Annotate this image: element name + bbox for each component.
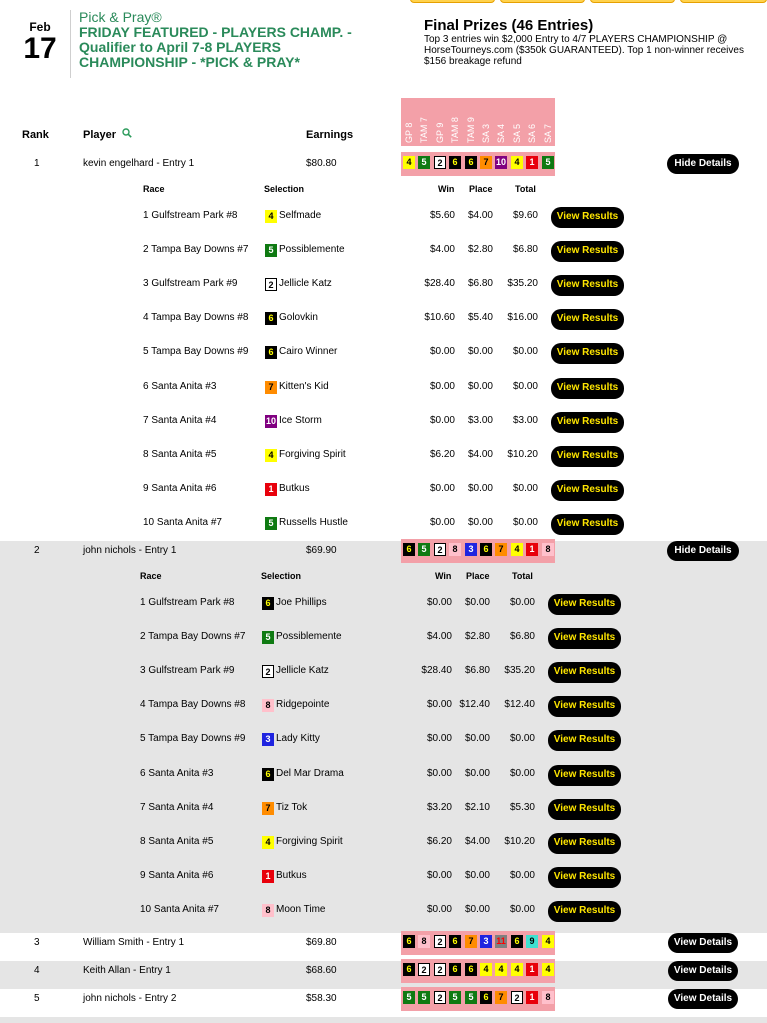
saddle-badge: 6 (262, 597, 274, 610)
race-name: 8 Santa Anita #5 (140, 835, 214, 847)
saddle-badge: 11 (496, 936, 506, 946)
race-name: 4 Tampa Bay Downs #8 (143, 312, 249, 324)
race-row (0, 377, 767, 401)
saddle-badge: 7 (262, 802, 274, 815)
saddle-badge: 4 (542, 963, 554, 976)
horse-name: Forgiving Spirit (279, 448, 346, 460)
saddle-badge: 4 (511, 543, 523, 556)
saddle-badge: 5 (403, 991, 415, 1004)
view-results-button[interactable]: View Results (548, 730, 621, 751)
place-amount: $0.00 (464, 903, 490, 915)
saddle-badge: 6 (403, 935, 415, 948)
track-label: SA 5 (511, 123, 522, 143)
race-row (0, 342, 767, 366)
saddle-badge: 1 (526, 543, 538, 556)
saddle-badge: 4 (511, 156, 523, 169)
win-amount: $0.00 (429, 482, 455, 494)
total-amount: $12.40 (504, 699, 535, 711)
race-row (0, 661, 767, 685)
track-column (478, 98, 493, 146)
track-label: GP 8 (404, 122, 414, 143)
place-amount: $2.80 (467, 244, 493, 256)
entry-row (0, 1017, 767, 1023)
race-header: Race (143, 184, 165, 194)
view-results-button[interactable]: View Results (548, 833, 621, 854)
race-row (0, 729, 767, 753)
top-tab[interactable] (500, 0, 585, 3)
win-amount: $0.00 (426, 733, 452, 745)
win-amount: $4.00 (429, 244, 455, 256)
race-name: 5 Tampa Bay Downs #9 (140, 733, 246, 745)
place-header: Place (466, 571, 490, 581)
track-label: GP 9 (434, 122, 445, 143)
horse-name: Jellicle Katz (279, 278, 332, 290)
saddle-badge: 4 (403, 156, 415, 169)
prizes-text: Top 3 entries win $2,000 Entry to 4/7 PLAYERS CHAMPIONSHIP @ HorseTourneys.com ($350k GUARANTEED). Top 1 non-winner receives $156 breakage refund (424, 34, 744, 67)
saddle-badge: 5 (262, 631, 274, 644)
race-name: 2 Tampa Bay Downs #7 (140, 631, 246, 643)
view-results-button[interactable]: View Results (548, 799, 621, 820)
track-column (524, 98, 539, 146)
saddle-badge: 7 (265, 381, 277, 394)
total-amount: $35.20 (504, 665, 535, 677)
horse-name: Moon Time (276, 903, 326, 915)
total-amount: $3.00 (512, 414, 538, 426)
race-row (0, 798, 767, 822)
horse-name: Russells Hustle (279, 516, 348, 528)
top-tab[interactable] (680, 0, 767, 3)
total-amount: $5.30 (509, 801, 535, 813)
race-row (0, 445, 767, 469)
entry-row (0, 961, 767, 989)
saddle-badge: 9 (526, 935, 538, 948)
race-name: 1 Gulfstream Park #8 (143, 210, 238, 221)
saddle-badge: 6 (480, 991, 492, 1004)
track-label: SA 7 (542, 123, 553, 143)
date-day: 17 (23, 32, 57, 65)
race-row (0, 866, 767, 890)
entry-player: Keith Allan - Entry 1 (83, 965, 171, 976)
entry-picks (401, 152, 555, 176)
win-amount: $0.00 (426, 903, 452, 915)
track-column (432, 98, 447, 146)
entry-player: john nichols - Entry 2 (83, 993, 177, 1004)
saddle-badge: 6 (480, 543, 492, 556)
race-row (0, 479, 767, 503)
track-column (416, 98, 431, 146)
saddle-badge: 3 (262, 733, 274, 746)
hide-details-button[interactable]: Hide Details (667, 154, 739, 174)
tournament-title-block (70, 10, 390, 78)
race-name: 3 Gulfstream Park #9 (140, 665, 235, 677)
win-amount: $0.00 (426, 699, 452, 711)
saddle-badge: 6 (465, 963, 477, 976)
race-name: 6 Santa Anita #3 (140, 767, 214, 779)
total-amount: $0.00 (509, 903, 535, 915)
place-amount: $0.00 (464, 597, 490, 608)
saddle-badge: 8 (542, 991, 554, 1004)
entry-summary (0, 933, 767, 953)
saddle-badge: 2 (418, 963, 430, 976)
race-row (0, 206, 767, 230)
total-amount: $0.00 (509, 869, 535, 881)
top-tabs (410, 0, 767, 3)
tournament-header (0, 10, 767, 80)
win-header: Win (438, 184, 455, 194)
prizes-block (424, 17, 754, 67)
track-column (401, 98, 416, 146)
saddle-badge: 6 (403, 543, 415, 556)
view-details-button[interactable]: View Details (668, 961, 738, 981)
saddle-badge: 4 (265, 210, 277, 223)
entry-rank: 3 (34, 937, 40, 948)
horse-name: Jellicle Katz (276, 665, 329, 677)
view-results-button[interactable]: View Results (548, 765, 621, 786)
view-results-button[interactable]: View Results (551, 343, 624, 364)
win-amount: $0.00 (429, 414, 455, 426)
place-amount: $4.00 (467, 448, 493, 460)
entry-earnings: $80.80 (306, 158, 337, 169)
place-amount: $0.00 (467, 380, 493, 392)
saddle-badge: 10 (265, 415, 276, 426)
win-amount: $6.20 (429, 448, 455, 460)
horse-name: Joe Phillips (276, 597, 327, 608)
saddle-badge: 7 (480, 156, 492, 169)
saddle-badge: 2 (434, 935, 446, 948)
horse-name: Lady Kitty (276, 733, 320, 745)
place-amount: $5.40 (467, 312, 493, 324)
total-amount: $35.20 (507, 278, 538, 290)
win-amount: $0.00 (429, 346, 455, 358)
saddle-badge: 8 (262, 699, 274, 712)
horse-name: Possiblemente (276, 631, 342, 643)
search-icon[interactable] (122, 128, 132, 138)
entry-picks (401, 959, 555, 983)
track-column (509, 98, 524, 146)
entry-summary (0, 154, 767, 174)
place-amount: $4.00 (464, 835, 490, 847)
entry-rank: 1 (34, 158, 40, 169)
view-results-button[interactable]: View Results (551, 446, 624, 467)
win-amount: $10.60 (424, 312, 455, 324)
entry-row (0, 989, 767, 1017)
place-amount: $0.00 (464, 869, 490, 881)
total-amount: $0.00 (509, 733, 535, 745)
track-label: SA 3 (481, 123, 491, 143)
total-amount: $10.20 (507, 448, 538, 460)
game-brand: Pick & Pray® (79, 9, 162, 25)
total-header: Total (512, 571, 533, 581)
place-amount: $4.00 (467, 210, 493, 221)
entry-summary (0, 961, 767, 981)
entry-rank: 4 (34, 965, 40, 976)
saddle-badge: 6 (262, 768, 274, 781)
race-name: 9 Santa Anita #6 (140, 869, 214, 881)
race-name: 5 Tampa Bay Downs #9 (143, 346, 249, 358)
view-results-button[interactable]: View Results (551, 241, 624, 262)
race-name: 9 Santa Anita #6 (143, 482, 217, 494)
place-header: Place (469, 184, 493, 194)
total-amount: $0.00 (509, 597, 535, 608)
place-amount: $6.80 (467, 278, 493, 290)
track-label: SA 4 (496, 123, 507, 143)
entry-earnings: $68.60 (306, 965, 337, 976)
saddle-badge: 2 (434, 963, 446, 976)
saddle-badge: 5 (418, 543, 430, 556)
race-row (0, 308, 767, 332)
saddle-badge: 1 (526, 991, 538, 1004)
saddle-badge: 2 (262, 665, 274, 678)
track-header (401, 98, 555, 146)
race-name: 7 Santa Anita #4 (140, 801, 214, 813)
rank-header: Rank (22, 129, 49, 141)
total-amount: $0.00 (512, 380, 538, 392)
race-name: 10 Santa Anita #7 (143, 516, 222, 528)
view-results-button[interactable]: View Results (548, 867, 621, 888)
entry-row (0, 541, 767, 933)
win-amount: $28.40 (424, 278, 455, 290)
prizes-title: Final Prizes (46 Entries) (424, 17, 594, 34)
total-amount: $6.80 (512, 244, 538, 256)
view-details-button[interactable]: View Details (668, 933, 738, 953)
place-amount: $2.10 (464, 801, 490, 813)
date-month: Feb (29, 20, 51, 34)
saddle-badge: 6 (265, 312, 277, 325)
total-amount: $9.60 (512, 210, 538, 221)
horse-name: Kitten's Kid (279, 380, 329, 392)
saddle-badge: 7 (495, 543, 507, 556)
saddle-badge: 5 (265, 244, 277, 257)
view-results-button[interactable]: View Results (551, 378, 624, 399)
saddle-badge: 6 (511, 935, 523, 948)
saddle-badge: 8 (542, 543, 554, 556)
race-row (0, 513, 767, 537)
entry-picks (401, 987, 555, 1011)
top-tab[interactable] (590, 0, 675, 3)
selection-header: Selection (261, 571, 302, 581)
race-name: 2 Tampa Bay Downs #7 (143, 244, 249, 256)
view-results-button[interactable]: View Results (551, 412, 624, 433)
win-amount: $6.20 (426, 835, 452, 847)
track-column (447, 98, 462, 146)
horse-name: Del Mar Drama (276, 767, 344, 779)
race-row (0, 832, 767, 856)
view-results-button[interactable]: View Results (551, 514, 624, 535)
saddle-badge: 1 (262, 870, 274, 883)
saddle-badge: 8 (262, 904, 274, 917)
saddle-badge: 10 (495, 157, 506, 167)
saddle-badge: 4 (511, 963, 523, 976)
saddle-badge: 4 (542, 935, 554, 948)
total-amount: $0.00 (512, 346, 538, 358)
view-results-button[interactable]: View Results (548, 594, 621, 615)
place-amount: $0.00 (467, 346, 493, 358)
entry-row (0, 154, 767, 541)
saddle-badge: 1 (526, 156, 538, 169)
win-amount: $4.00 (426, 631, 452, 643)
saddle-badge: 5 (542, 156, 554, 169)
saddle-badge: 4 (262, 836, 274, 849)
top-tab[interactable] (410, 0, 495, 3)
entry-player: William Smith - Entry 1 (83, 937, 185, 948)
horse-name: Ridgepointe (276, 699, 330, 711)
track-label: TAM 8 (450, 117, 461, 143)
entry-player: kevin engelhard - Entry 1 (83, 158, 195, 169)
view-results-button[interactable]: View Results (551, 309, 624, 330)
view-results-button[interactable]: View Results (548, 628, 621, 649)
win-amount: $3.20 (426, 801, 452, 813)
horse-name: Selfmade (279, 210, 322, 221)
total-amount: $0.00 (512, 516, 538, 528)
total-amount: $10.20 (504, 835, 535, 847)
date-badge (20, 20, 60, 64)
race-name: 3 Gulfstream Park #9 (143, 278, 238, 290)
total-amount: $0.00 (512, 482, 538, 494)
saddle-badge: 6 (403, 963, 415, 976)
win-amount: $5.60 (429, 210, 455, 221)
win-amount: $0.00 (426, 869, 452, 881)
horse-name: Tiz Tok (276, 801, 308, 813)
saddle-badge: 8 (449, 543, 461, 556)
place-amount: $0.00 (467, 516, 493, 528)
selection-header: Selection (264, 184, 305, 194)
place-amount: $0.00 (467, 482, 493, 494)
race-row (0, 695, 767, 719)
saddle-badge: 2 (265, 278, 277, 291)
saddle-badge: 6 (265, 346, 277, 359)
entry-summary (0, 989, 767, 1009)
race-row (0, 900, 767, 924)
entry-earnings: $58.30 (306, 993, 337, 1004)
saddle-badge: 4 (265, 449, 277, 462)
earnings-header: Earnings (306, 129, 354, 141)
place-amount: $6.80 (464, 665, 490, 677)
saddle-badge: 5 (449, 991, 461, 1004)
saddle-badge: 7 (495, 991, 507, 1004)
place-amount: $2.80 (464, 631, 490, 643)
saddle-badge: 7 (465, 935, 477, 948)
place-amount: $12.40 (459, 699, 490, 711)
win-amount: $0.00 (429, 380, 455, 392)
race-name: 6 Santa Anita #3 (143, 380, 217, 392)
view-results-button[interactable]: View Results (548, 696, 621, 717)
total-amount: $6.80 (509, 631, 535, 643)
entry-player: john nichols - Entry 1 (83, 545, 177, 556)
saddle-badge: 3 (465, 543, 477, 556)
total-amount: $16.00 (507, 312, 538, 324)
saddle-badge: 5 (465, 991, 477, 1004)
entry-rank: 5 (34, 993, 40, 1004)
horse-name: Ice Storm (279, 414, 322, 426)
race-row (0, 411, 767, 435)
horse-name: Golovkin (279, 312, 318, 324)
view-results-button[interactable]: View Results (551, 207, 624, 228)
entry-earnings: $69.80 (306, 937, 337, 948)
win-amount: $0.00 (426, 767, 452, 779)
view-results-button[interactable]: View Results (548, 901, 621, 922)
total-amount: $0.00 (509, 767, 535, 779)
player-header[interactable]: Player (83, 129, 117, 141)
horse-name: Cairo Winner (279, 346, 338, 358)
saddle-badge: 5 (418, 991, 430, 1004)
win-amount: $28.40 (421, 665, 452, 677)
horse-name: Butkus (276, 869, 307, 881)
saddle-badge: 6 (449, 935, 461, 948)
track-column (463, 98, 478, 146)
race-row (0, 593, 767, 617)
track-label: TAM 9 (465, 117, 476, 143)
saddle-badge: 5 (418, 156, 430, 169)
race-name: 10 Santa Anita #7 (140, 903, 219, 915)
tournament-name: FRIDAY FEATURED - PLAYERS CHAMP. - Qualifier to April 7-8 PLAYERS CHAMPIONSHIP - *PICK & PRAY* (79, 24, 352, 70)
horse-name: Butkus (279, 482, 310, 494)
entry-rank: 2 (34, 545, 40, 556)
win-amount: $0.00 (429, 516, 455, 528)
saddle-badge: 2 (434, 543, 446, 556)
saddle-badge: 8 (418, 935, 430, 948)
saddle-badge: 3 (480, 935, 492, 948)
place-amount: $3.00 (467, 414, 493, 426)
win-header: Win (435, 571, 452, 581)
track-column (493, 98, 508, 146)
saddle-badge: 1 (265, 483, 277, 496)
saddle-badge: 4 (480, 963, 492, 976)
view-results-button[interactable]: View Results (551, 275, 624, 296)
horse-name: Possiblemente (279, 244, 345, 256)
saddle-badge: 2 (434, 991, 446, 1004)
entry-summary (0, 541, 767, 561)
race-header: Race (140, 571, 162, 581)
place-amount: $0.00 (464, 767, 490, 779)
race-row (0, 274, 767, 298)
race-name: 1 Gulfstream Park #8 (140, 597, 235, 608)
view-details-button[interactable]: View Details (668, 989, 738, 1009)
race-row (0, 764, 767, 788)
race-name: 7 Santa Anita #4 (143, 414, 217, 426)
saddle-badge: 4 (495, 963, 507, 976)
view-results-button[interactable]: View Results (548, 662, 621, 683)
entry-picks (401, 539, 555, 563)
saddle-badge: 5 (265, 517, 277, 530)
race-name: 4 Tampa Bay Downs #8 (140, 699, 246, 711)
track-label: SA 6 (527, 123, 538, 143)
saddle-badge: 6 (465, 156, 477, 169)
race-row (0, 627, 767, 651)
saddle-badge: 2 (511, 991, 523, 1004)
entry-picks (401, 931, 555, 955)
saddle-badge: 6 (449, 156, 461, 169)
race-name: 8 Santa Anita #5 (143, 448, 217, 460)
entry-earnings: $69.90 (306, 545, 337, 556)
entry-row (0, 933, 767, 961)
view-results-button[interactable]: View Results (551, 480, 624, 501)
total-header: Total (515, 184, 536, 194)
track-column (540, 98, 555, 146)
race-row (0, 240, 767, 264)
saddle-badge: 2 (434, 156, 446, 169)
saddle-badge: 6 (449, 963, 461, 976)
saddle-badge: 1 (526, 963, 538, 976)
track-label: TAM 7 (419, 117, 430, 143)
place-amount: $0.00 (464, 733, 490, 745)
hide-details-button[interactable]: Hide Details (667, 541, 739, 561)
win-amount: $0.00 (426, 597, 452, 608)
horse-name: Forgiving Spirit (276, 835, 343, 847)
